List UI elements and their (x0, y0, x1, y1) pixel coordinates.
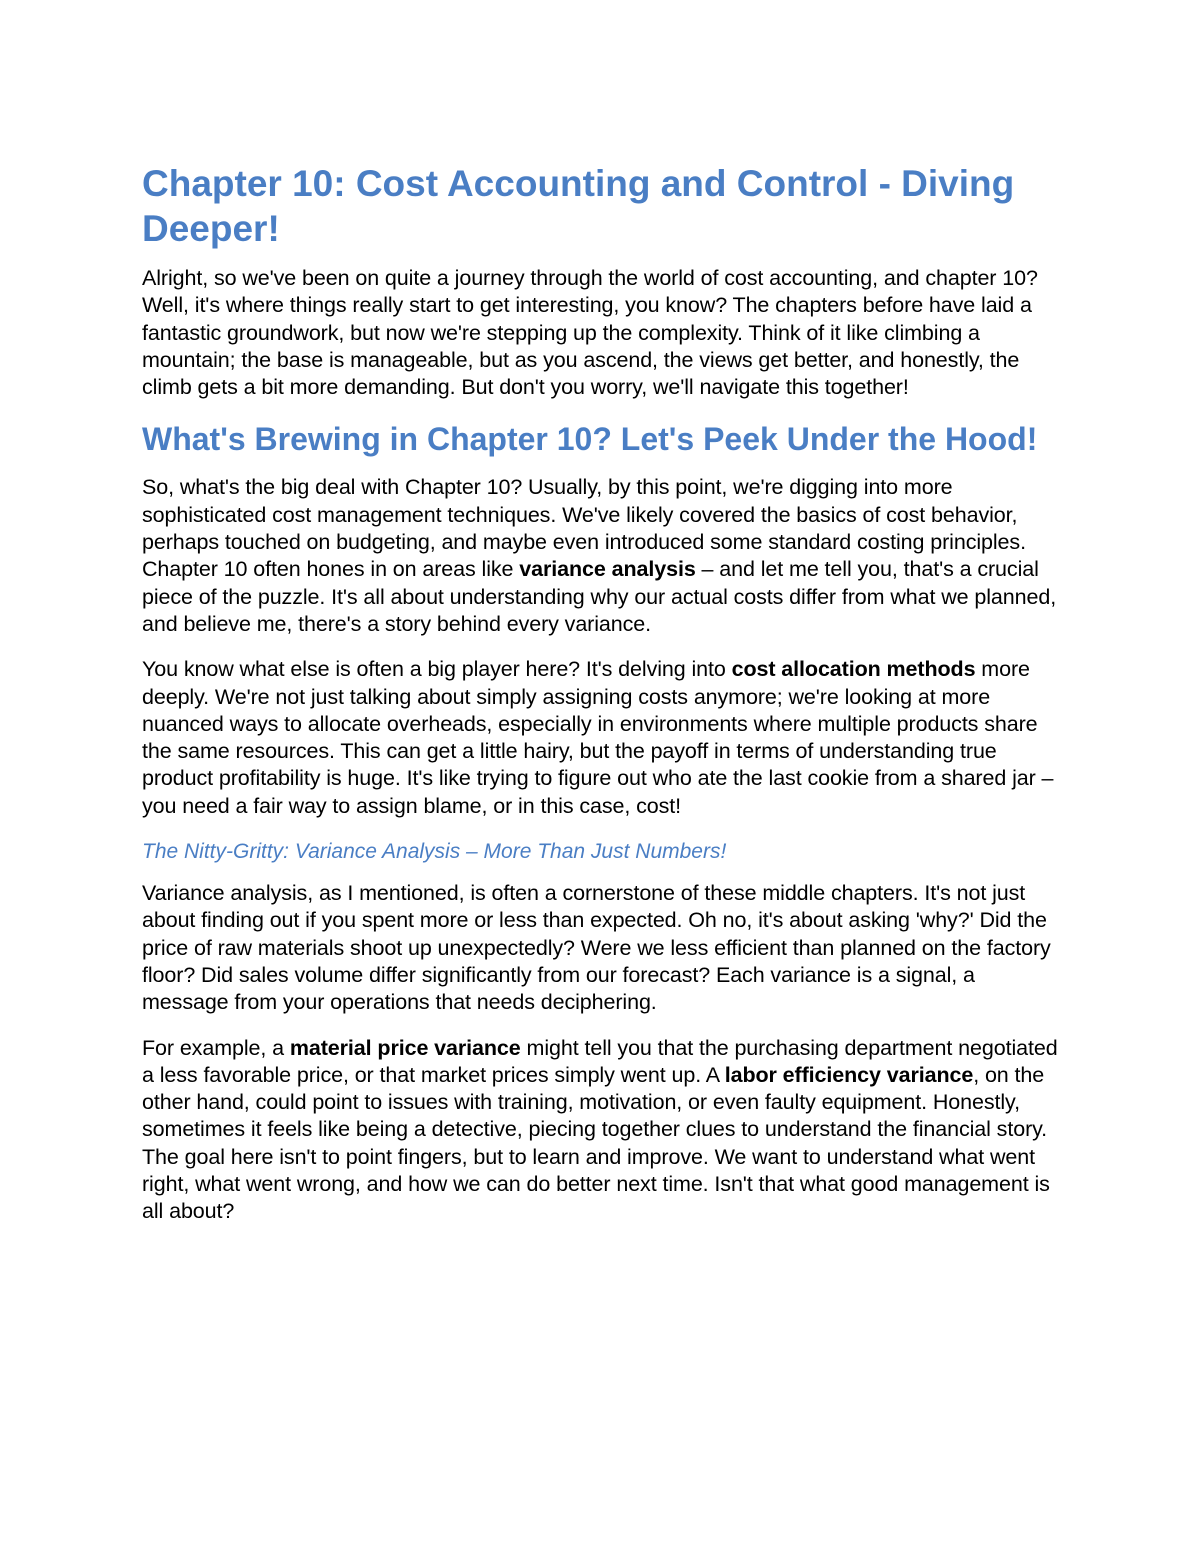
paragraph-variance-examples (142, 1035, 1062, 1226)
bold-term-labor-efficiency-variance: labor efficiency variance (724, 1062, 974, 1087)
text-run: might tell you that the purchasing department negotiated a less favorable price, or that market prices simply went up. A (142, 1035, 1058, 1087)
text-run: For example, a (142, 1035, 290, 1060)
document-page (142, 161, 1062, 1244)
text-run: , on the other hand, could point to issues with training, motivation, or even faulty equipment. Honestly, sometimes it feels like being a detective, piecing together clues to understand the financial story. The goal here isn't to point fingers, but to learn and improve. We want to understand what went right, what went wrong, and how we can do better next time. Isn't that what good management is all about? (142, 1062, 1050, 1224)
intro-paragraph: Alright, so we've been on quite a journey through the world of cost accounting, and chapter 10? Well, it's where things really start to get interesting, you know? The chapters before have laid a fantastic groundwork, but now we're stepping up the complexity. Think of it like climbing a mountain; the base is manageable, but as you ascend, the views get better, and honestly, the climb gets a bit more demanding. But don't you worry, we'll navigate this together! (142, 266, 1038, 400)
text-run: more deeply. We're not just talking about simply assigning costs anymore; we're looking at more nuanced ways to allocate overheads, especially in environments where multiple products share the same resources. This can get a little hairy, but the payoff in terms of understanding true product profitability is huge. It's like trying to figure out who ate the last cookie from a shared jar – you need a fair way to assign blame, or in this case, cost! (142, 657, 1054, 818)
paragraph-variance-intro (142, 474, 1062, 638)
text-run: So, what's the big deal with Chapter 10? Usually, by this point, we're digging into more sophisticated cost management techniques. We've likely covered the basics of cost behavior, perhaps touched on budgeting, and maybe even introduced some standard costing principles. Chapter 10 often hones in on areas like (142, 475, 1026, 582)
section-heading-brewing: What's Brewing in Chapter 10? Let's Peek Under the Hood! (142, 421, 1038, 458)
bold-term-variance-analysis: variance analysis (519, 557, 696, 582)
paragraph-cost-allocation (142, 656, 1062, 820)
paragraph-variance-why: Variance analysis, as I mentioned, is often a cornerstone of these middle chapters. It's not just about finding out if you spent more or less than expected. Oh no, it's about asking 'why?' Did the price of raw materials shoot up unexpectedly? Were we less efficient than planned on the factory floor? Did sales volume differ significantly from our forecast? Each variance is a signal, a message from your operations that needs deciphering. (142, 881, 1051, 1015)
bold-term-cost-allocation-methods: cost allocation methods (731, 657, 976, 682)
text-run: – and let me tell you, that's a crucial piece of the puzzle. It's all about understanding why our actual costs differ from what we planned, and believe me, there's a story behind every variance. (142, 557, 1057, 636)
text-run: You know what else is often a big player here? It's delving into (142, 657, 732, 682)
bold-term-material-price-variance: material price variance (289, 1035, 521, 1060)
chapter-title: Chapter 10: Cost Accounting and Control - Diving Deeper! (142, 163, 1015, 249)
subsection-heading-nitty-gritty: The Nitty-Gritty: Variance Analysis – More Than Just Numbers! (142, 840, 727, 864)
